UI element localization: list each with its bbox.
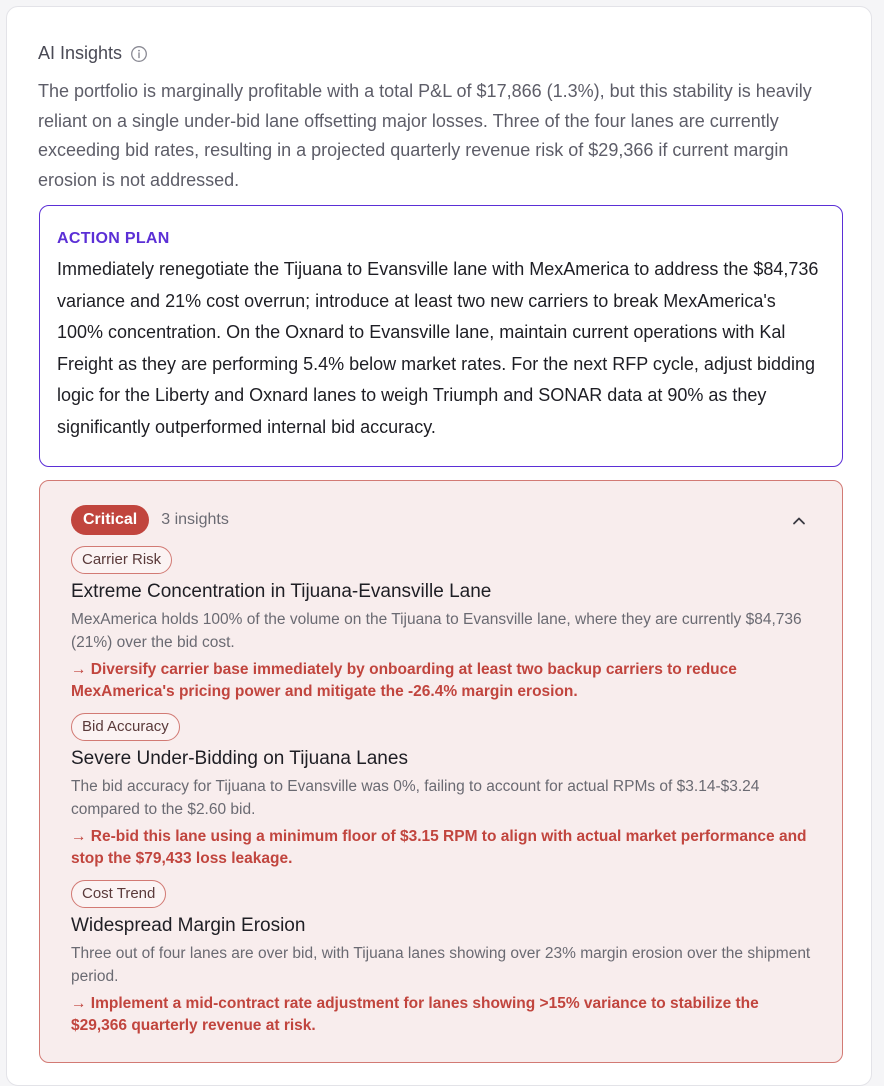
action-plan-text: Immediately renegotiate the Tijuana to Evansville lane with MexAmerica to address the $84,736 variance and 21% cost overrun; introduce at least two new carriers to break MexAmerica's 100% concentration. On the Oxnard to Evansville lane, maintain current operations with Kal Freight as they are performing 5.4% below market rates. For the next RFP cycle, adjust bidding logic for the Liberty and Oxnard lanes to weigh Triumph and SONAR data at 90% as they significantly outperformed internal bid accuracy.	[57, 259, 819, 437]
insight-tag: Carrier Risk	[71, 546, 172, 574]
insight-tag: Bid Accuracy	[71, 713, 180, 741]
insight-item	[71, 713, 811, 870]
insight-description: Three out of four lanes are over bid, with Tijuana lanes showing over 23% margin erosion over the shipment period.	[71, 945, 811, 985]
insight-item	[71, 546, 811, 703]
insight-item	[71, 880, 811, 1037]
insight-action: → Diversify carrier base immediately by onboarding at least two backup carriers to reduce MexAmerica's pricing power and mitigate the -26.4% margin erosion.	[71, 661, 737, 700]
critical-badge: Critical	[71, 505, 149, 535]
insight-count: 3 insights	[161, 511, 229, 528]
info-icon[interactable]	[130, 45, 148, 63]
critical-insights-section	[39, 480, 843, 1063]
insight-action: → Re-bid this lane using a minimum floor of $3.15 RPM to align with actual market performance and stop the $79,433 loss leakage.	[71, 828, 807, 867]
action-plan-box	[39, 205, 843, 467]
insight-title: Extreme Concentration in Tijuana-Evansville Lane	[71, 581, 492, 602]
card-header	[38, 43, 148, 64]
insight-description: MexAmerica holds 100% of the volume on the Tijuana to Evansville lane, where they are currently $84,736 (21%) over the bid cost.	[71, 611, 802, 651]
critical-header	[71, 505, 229, 535]
chevron-up-icon[interactable]	[790, 512, 808, 530]
ai-insights-card	[6, 6, 872, 1086]
insight-description: The bid accuracy for Tijuana to Evansville was 0%, failing to account for actual RPMs of $3.14-$3.24 compared to the $2.60 bid.	[71, 778, 760, 818]
insight-title: Severe Under-Bidding on Tijuana Lanes	[71, 748, 408, 769]
insight-title: Widespread Margin Erosion	[71, 915, 306, 936]
action-plan-label: ACTION PLAN	[57, 230, 170, 247]
insight-action: → Implement a mid-contract rate adjustment for lanes showing >15% variance to stabilize the $29,366 quarterly revenue at risk.	[71, 995, 759, 1034]
card-title: AI Insights	[38, 43, 123, 63]
summary-text: The portfolio is marginally profitable with a total P&L of $17,866 (1.3%), but this stability is heavily reliant on a single under-bid lane offsetting major losses. Three of the four lanes are currently exceeding bid rates, resulting in a projected quarterly revenue risk of $29,366 if current margin erosion is not addressed.	[38, 81, 812, 190]
insight-tag: Cost Trend	[71, 880, 166, 908]
